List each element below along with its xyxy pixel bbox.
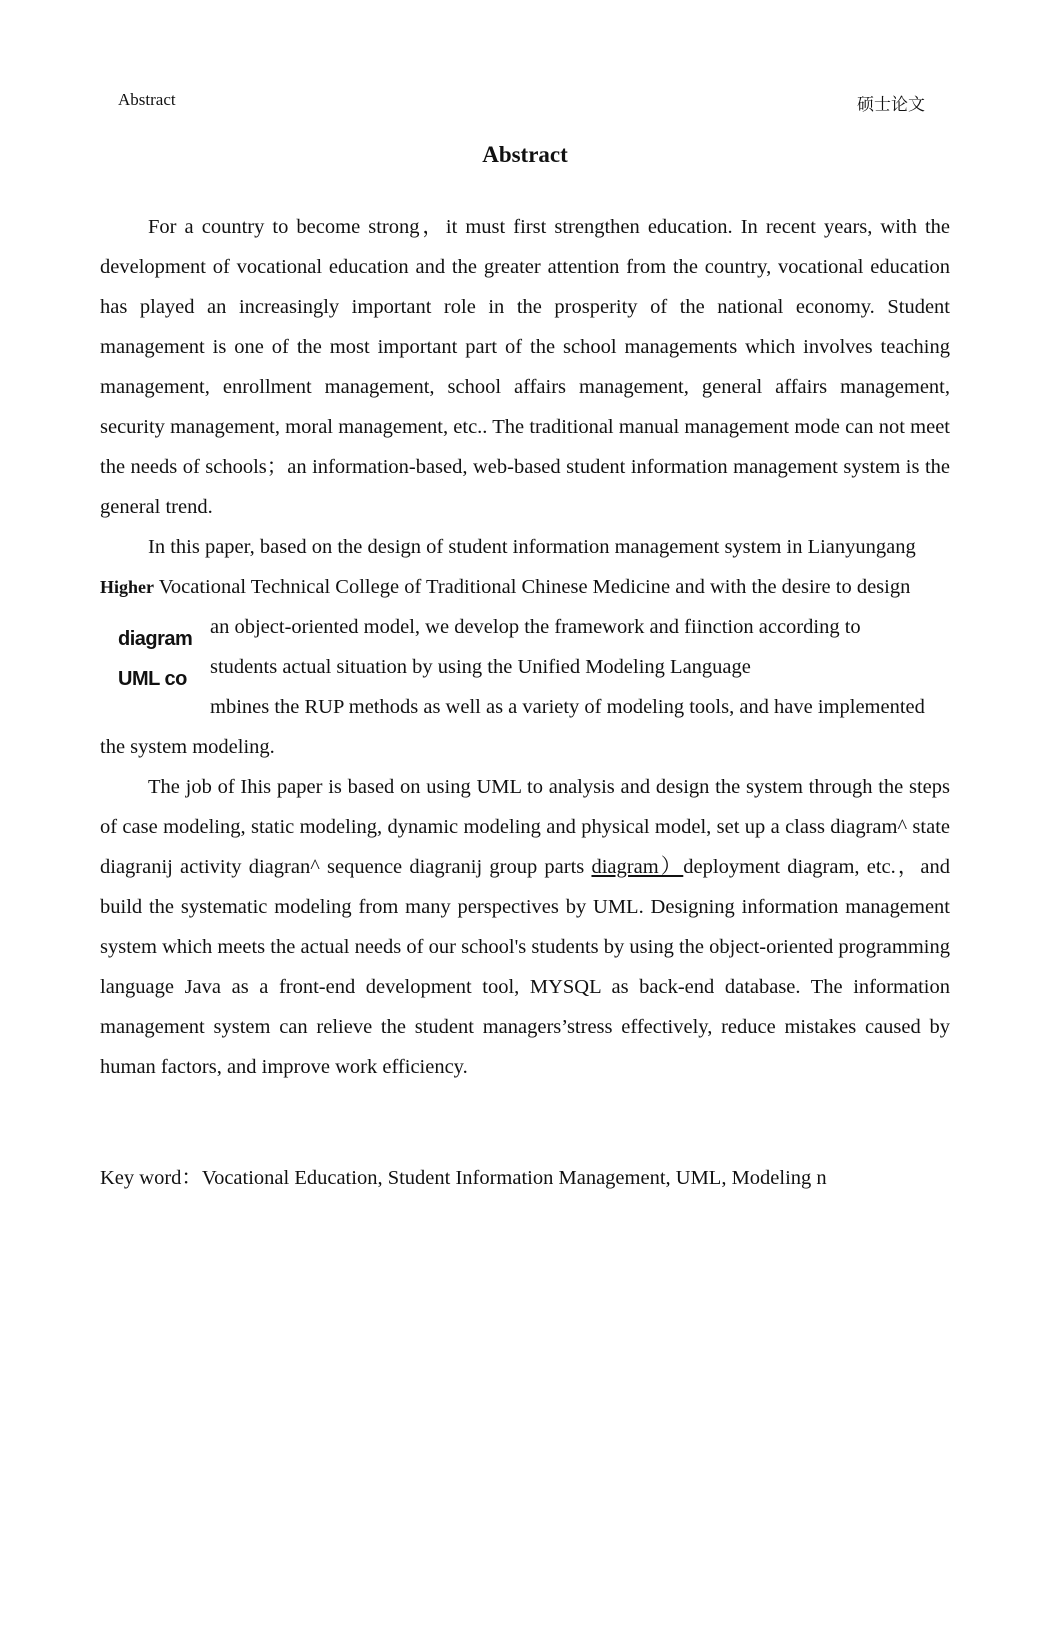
running-header-right: 硕士论文: [857, 95, 925, 115]
paragraph-2-line-3: an object-oriented model, we develop the framework and fiinction according to: [210, 616, 861, 638]
paragraph-2-line-6: the system modeling.: [100, 736, 275, 758]
paragraph-2-line-5: mbines the RUP methods as well as a variety of modeling tools, and have implemented: [210, 696, 925, 718]
line-2-rest: Vocational Technical College of Traditional Chinese Medicine and with the desire to design: [154, 576, 911, 598]
para3-part-1: The job of Ihis paper is based on using UML to analysis and design the system through the steps of case modeling, static modeling, dynamic modeling and physical model, set up a class diagram^ state diagranij activity diagran^ sequence diagranij group parts: [100, 776, 950, 878]
higher-word: Higher: [100, 577, 154, 597]
running-header-left: Abstract: [118, 90, 176, 109]
paragraph-3: [100, 767, 950, 1087]
paragraph-2-line-4: students actual situation by using the Unified Modeling Language: [210, 656, 751, 678]
paragraph-1: For a country to become strong，it must first strengthen education. In recent years, with the development of vocational education and the greater attention from the country, vocational education has played an increasingly important role in the prosperity of the national economy. Student management is one of the most important part of the school managements which involves teaching management, enrollment management, school affairs management, general affairs management, security management, moral management, etc.. The traditional manual management mode can not meet the needs of schools；an information-based, web-based student information management system is the general trend.: [100, 216, 950, 518]
para3-underlined: diagram）: [591, 856, 684, 878]
paragraph-2-line-1: In this paper, based on the design of student information management system in Lianyungang: [148, 536, 916, 558]
page-title: Abstract: [482, 142, 568, 167]
float-word-uml: UML co: [118, 668, 187, 690]
abstract-body: [100, 207, 950, 1087]
para3-part-2: deployment diagram, etc.，and build the systematic modeling from many perspectives by UML. Designing information management system which meets the actual needs of our school's students by using the object-oriented programming language Java as a front-end development tool, MYSQL as back-end database. The information management system can relieve the student managers’stress effectively, reduce mistakes caused by human factors, and improve work efficiency.: [100, 856, 951, 1078]
floating-fragment: [100, 607, 210, 727]
float-word-diagram: diagram: [118, 628, 193, 650]
paragraph-2-line-2: [100, 567, 950, 607]
keywords-line: Key word：Vocational Education, Student Information Management, UML, Modeling n: [100, 1167, 827, 1189]
